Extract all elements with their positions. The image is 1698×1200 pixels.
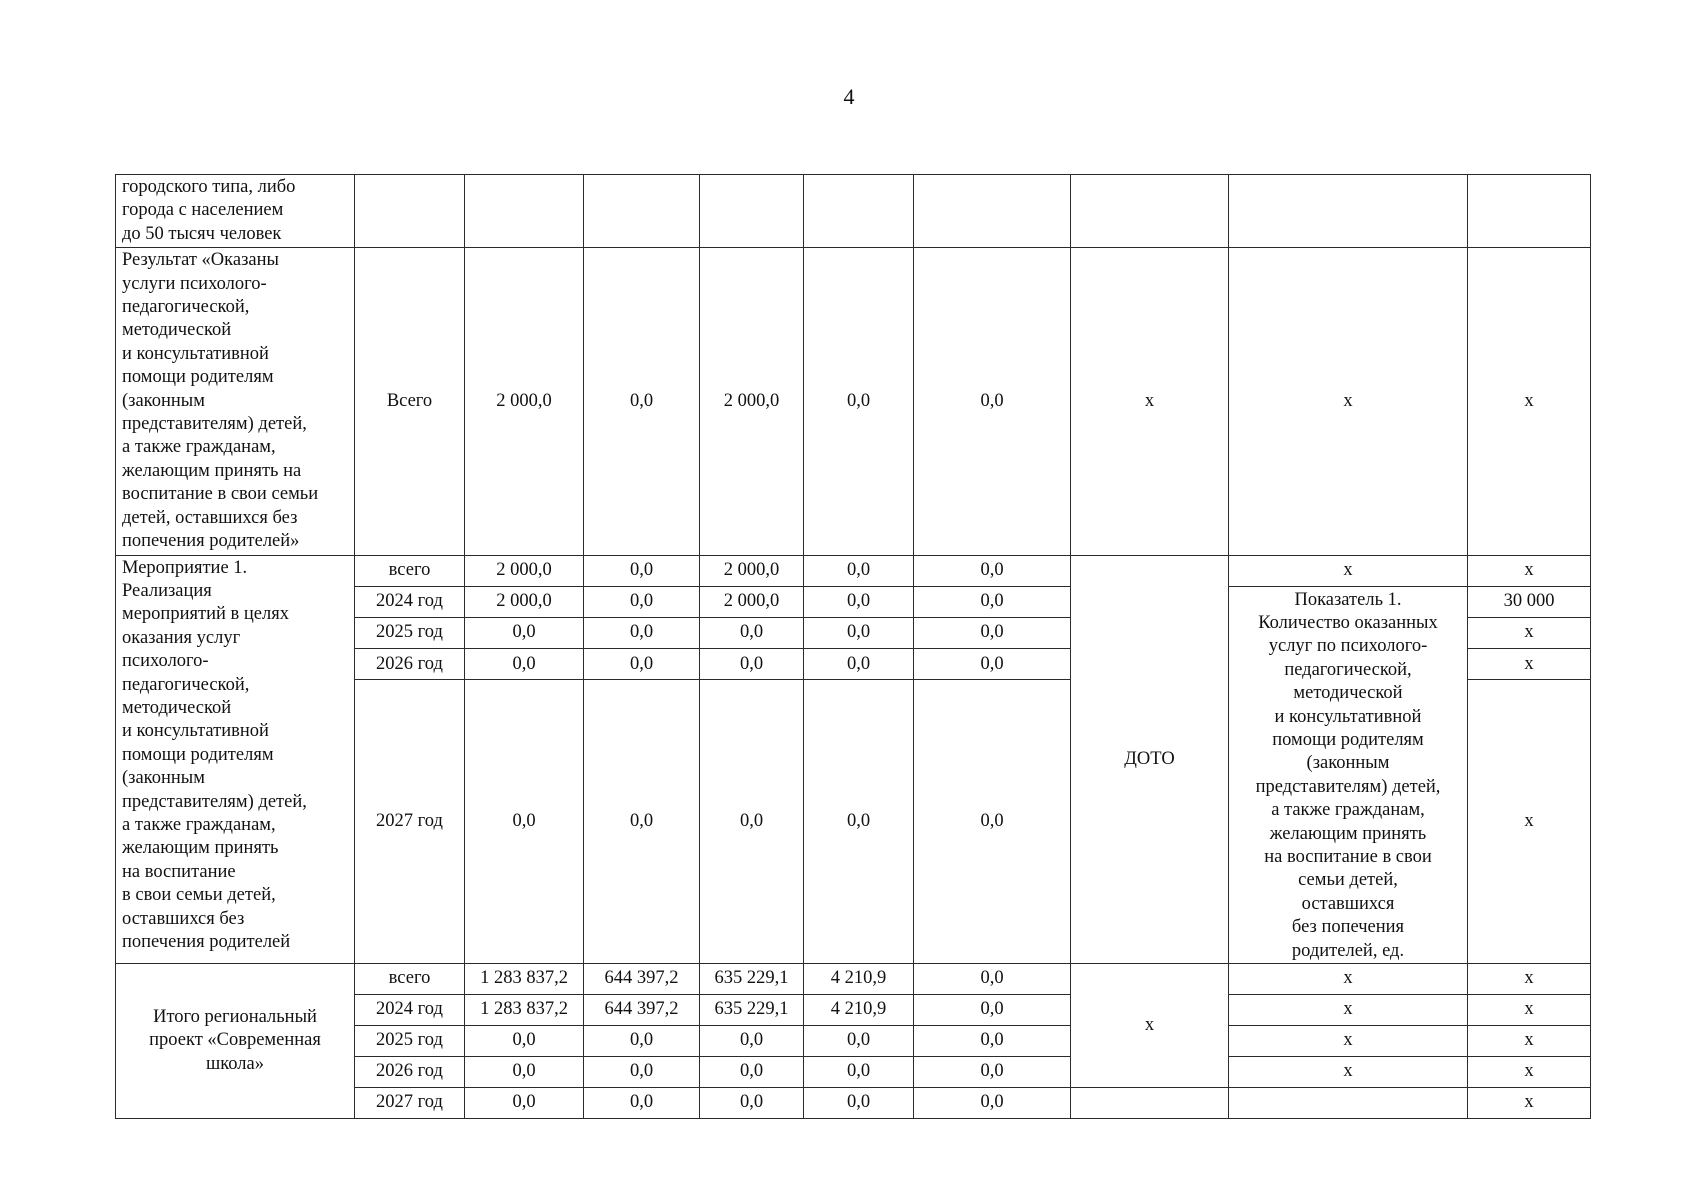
total-value-regional: 0,0	[700, 1026, 804, 1057]
total-value-total: 0,0	[465, 1088, 584, 1119]
total-source-last	[1071, 1088, 1229, 1119]
total-value-other: 0,0	[914, 1088, 1071, 1119]
measure-value-total: 0,0	[465, 649, 584, 680]
measure-value-federal: 0,0	[584, 649, 700, 680]
empty-cell	[1468, 175, 1591, 248]
result-value-other: 0,0	[914, 248, 1071, 555]
result-period: Всего	[355, 248, 465, 555]
measure-value-total: 2 000,0	[465, 555, 584, 586]
total-period: 2026 год	[355, 1057, 465, 1088]
measure-value-regional: 2 000,0	[700, 555, 804, 586]
measure-value-total: 2 000,0	[465, 586, 584, 617]
measure-target: х	[1468, 649, 1591, 680]
measure-row	[116, 555, 1591, 586]
total-value-other: 0,0	[914, 1057, 1071, 1088]
measure-period: 2025 год	[355, 617, 465, 648]
total-value-local: 4 210,9	[804, 995, 914, 1026]
measure-value-federal: 0,0	[584, 555, 700, 586]
result-source: х	[1071, 248, 1229, 555]
measure-period: 2024 год	[355, 586, 465, 617]
result-value-regional: 2 000,0	[700, 248, 804, 555]
total-value-other: 0,0	[914, 1026, 1071, 1057]
total-value-local: 0,0	[804, 1026, 914, 1057]
result-label: Результат «Оказаны услуги психолого- педагогической, методической и консультативной помощи родителям (законным представителям) детей, а также гражданам, желающим принять на воспитание в свои семьи детей, оставшихся без попечения родителей»	[116, 248, 355, 555]
continuation-label: городского типа, либо города с населением до 50 тысяч человек	[116, 175, 355, 248]
measure-value-federal: 0,0	[584, 617, 700, 648]
measure-value-total: 0,0	[465, 680, 584, 964]
total-indicator	[1229, 1088, 1468, 1119]
measure-value-other: 0,0	[914, 555, 1071, 586]
measure-value-other: 0,0	[914, 649, 1071, 680]
measure-target: х	[1468, 555, 1591, 586]
measure-value-other: 0,0	[914, 617, 1071, 648]
total-value-federal: 644 397,2	[584, 995, 700, 1026]
empty-cell	[355, 175, 465, 248]
measure-period: всего	[355, 555, 465, 586]
total-value-local: 4 210,9	[804, 964, 914, 995]
total-value-total: 1 283 837,2	[465, 995, 584, 1026]
measure-value-local: 0,0	[804, 586, 914, 617]
empty-cell	[804, 175, 914, 248]
measure-source: ДОТО	[1071, 555, 1229, 964]
measure-label: Мероприятие 1. Реализация мероприятий в целях оказания услуг психолого- педагогической, методической и консультативной помощи родителям (законным представителям) детей, а также гражданам, желающим принять на воспитание в свои семьи детей, оставшихся без попечения родителей	[116, 555, 355, 964]
continuation-row	[116, 175, 1591, 248]
result-indicator: х	[1229, 248, 1468, 555]
total-indicator: х	[1229, 1026, 1468, 1057]
measure-value-regional: 0,0	[700, 680, 804, 964]
total-indicator: х	[1229, 995, 1468, 1026]
total-value-regional: 0,0	[700, 1088, 804, 1119]
empty-cell	[700, 175, 804, 248]
total-value-federal: 644 397,2	[584, 964, 700, 995]
total-source: х	[1071, 964, 1229, 1088]
total-period: 2024 год	[355, 995, 465, 1026]
measure-target: х	[1468, 680, 1591, 964]
empty-cell	[1071, 175, 1229, 248]
total-value-federal: 0,0	[584, 1088, 700, 1119]
measure-indicator-total: х	[1229, 555, 1468, 586]
measure-value-other: 0,0	[914, 586, 1071, 617]
measure-period: 2027 год	[355, 680, 465, 964]
total-value-total: 1 283 837,2	[465, 964, 584, 995]
measure-value-regional: 0,0	[700, 649, 804, 680]
total-value-local: 0,0	[804, 1057, 914, 1088]
total-target: х	[1468, 1088, 1591, 1119]
total-value-total: 0,0	[465, 1026, 584, 1057]
empty-cell	[584, 175, 700, 248]
empty-cell	[465, 175, 584, 248]
measure-value-federal: 0,0	[584, 680, 700, 964]
total-label: Итого региональный проект «Современная школа»	[116, 964, 355, 1119]
total-value-regional: 0,0	[700, 1057, 804, 1088]
total-target: х	[1468, 1026, 1591, 1057]
measure-value-local: 0,0	[804, 649, 914, 680]
result-target: х	[1468, 248, 1591, 555]
total-value-other: 0,0	[914, 964, 1071, 995]
measure-target: х	[1468, 617, 1591, 648]
measure-value-regional: 0,0	[700, 617, 804, 648]
total-period: 2025 год	[355, 1026, 465, 1057]
measure-period: 2026 год	[355, 649, 465, 680]
measure-value-federal: 0,0	[584, 586, 700, 617]
measure-value-total: 0,0	[465, 617, 584, 648]
result-value-total: 2 000,0	[465, 248, 584, 555]
result-value-local: 0,0	[804, 248, 914, 555]
page-number: 4	[843, 84, 855, 109]
total-value-other: 0,0	[914, 995, 1071, 1026]
measure-value-other: 0,0	[914, 680, 1071, 964]
total-target: х	[1468, 1057, 1591, 1088]
empty-cell	[914, 175, 1071, 248]
result-row	[116, 248, 1591, 555]
measure-target: 30 000	[1468, 586, 1591, 617]
measure-value-local: 0,0	[804, 617, 914, 648]
measure-indicator: Показатель 1. Количество оказанных услуг по психолого- педагогической, методической и консультативной помощи родителям (законным представителям) детей, а также гражданам, желающим принять на воспитание в свои семьи детей, оставшихся без попечения родителей, ед.	[1229, 586, 1468, 964]
empty-cell	[1229, 175, 1468, 248]
budget-table	[115, 174, 1591, 1119]
total-value-total: 0,0	[465, 1057, 584, 1088]
total-target: х	[1468, 964, 1591, 995]
total-value-federal: 0,0	[584, 1026, 700, 1057]
total-indicator: х	[1229, 1057, 1468, 1088]
total-target: х	[1468, 995, 1591, 1026]
total-value-local: 0,0	[804, 1088, 914, 1119]
total-value-federal: 0,0	[584, 1057, 700, 1088]
total-period: 2027 год	[355, 1088, 465, 1119]
measure-value-local: 0,0	[804, 680, 914, 964]
measure-value-regional: 2 000,0	[700, 586, 804, 617]
measure-value-local: 0,0	[804, 555, 914, 586]
total-period: всего	[355, 964, 465, 995]
total-value-regional: 635 229,1	[700, 964, 804, 995]
total-value-regional: 635 229,1	[700, 995, 804, 1026]
total-row	[116, 964, 1591, 995]
result-value-federal: 0,0	[584, 248, 700, 555]
total-indicator: х	[1229, 964, 1468, 995]
